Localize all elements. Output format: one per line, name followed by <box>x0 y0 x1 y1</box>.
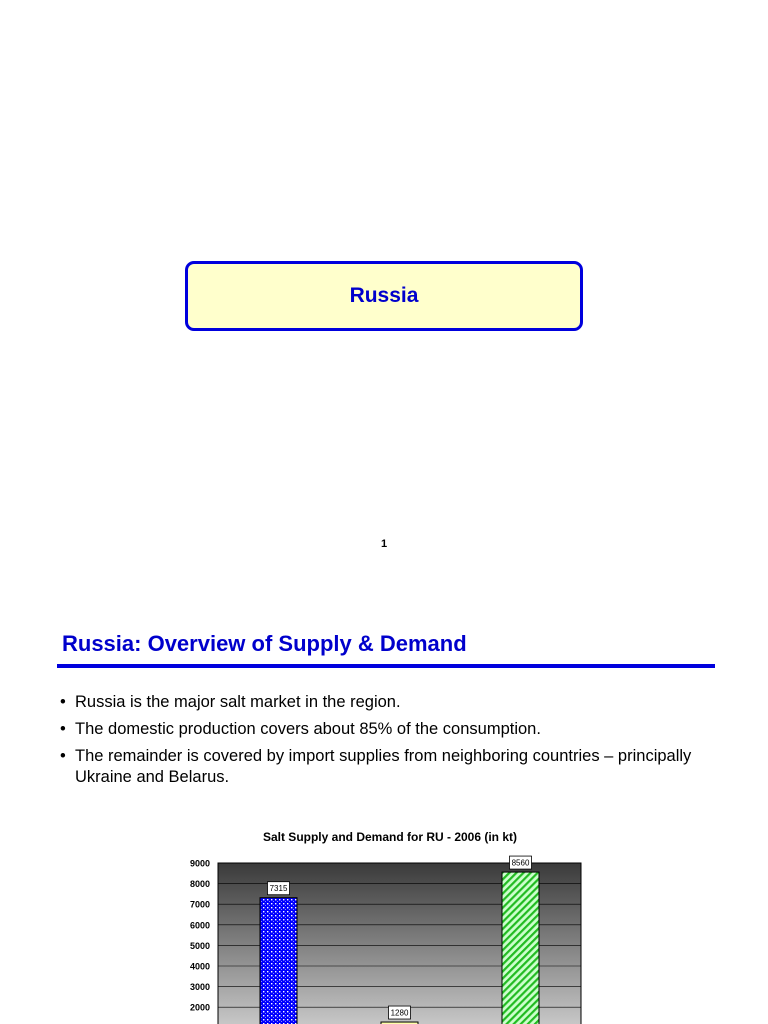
page-number: 1 <box>380 538 388 550</box>
y-tick-label: 3000 <box>189 982 210 993</box>
y-tick-label: 4000 <box>189 961 210 972</box>
data-label: 7315 <box>269 884 288 894</box>
y-tick-label: 7000 <box>189 899 210 910</box>
y-tick-label: 6000 <box>189 920 210 931</box>
slide-heading: Russia: Overview of Supply & Demand <box>62 631 467 656</box>
bullet-item: • The domestic production covers about 85% of the consumption. <box>60 719 710 740</box>
bullet-list <box>60 692 710 794</box>
data-label: 1280 <box>390 1008 409 1018</box>
y-tick-label: 5000 <box>189 940 210 951</box>
y-tick-label: 9000 <box>189 858 210 869</box>
bullet-item: • Russia is the major salt market in the region. <box>60 692 710 713</box>
y-tick-label: 8000 <box>189 879 210 890</box>
heading-rule <box>57 664 715 668</box>
slide-title: Russia <box>349 284 419 307</box>
bar-chart <box>170 850 600 1024</box>
chart-bar <box>502 872 539 1024</box>
y-tick-label: 2000 <box>189 1002 210 1013</box>
chart-title: Salt Supply and Demand for RU - 2006 (in kt) <box>262 830 518 844</box>
data-label: 8560 <box>511 858 530 868</box>
title-box <box>185 261 583 331</box>
chart-bar <box>260 898 297 1024</box>
bullet-item: • The remainder is covered by import supplies from neighboring countries – principally Ukraine and Belarus. <box>60 746 710 788</box>
